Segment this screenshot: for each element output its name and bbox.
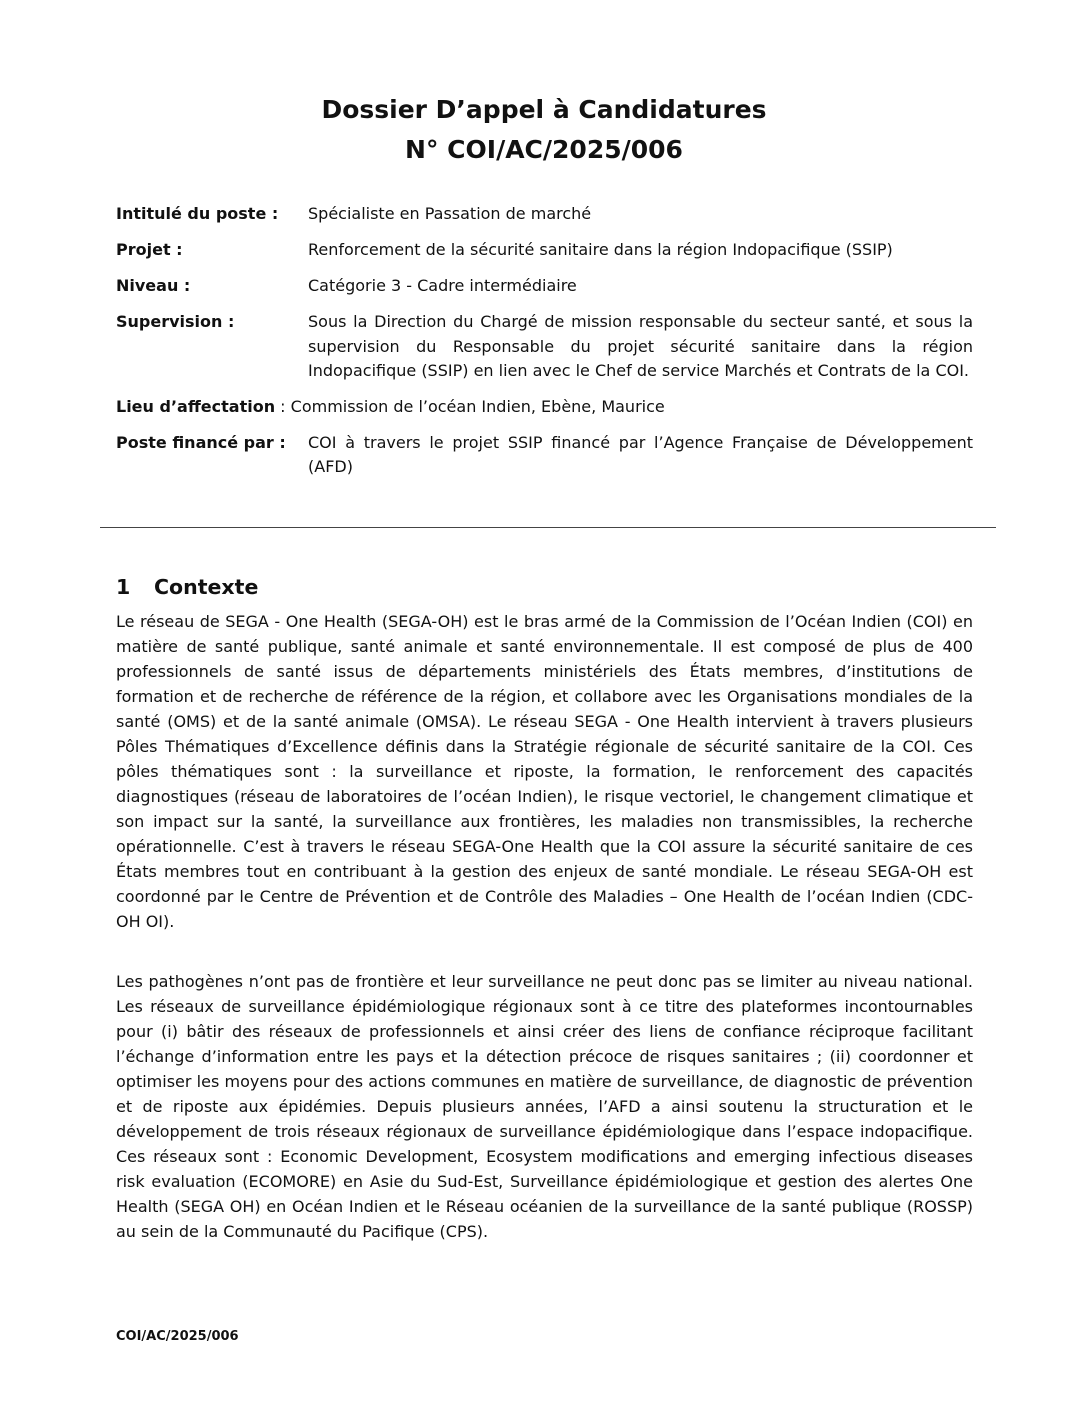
location-value: Commission de l’océan Indien, Ebène, Maurice bbox=[290, 396, 665, 416]
location-separator: : bbox=[275, 396, 291, 416]
location-label: Lieu d’affectation bbox=[116, 396, 276, 416]
level-label: Niveau : bbox=[116, 276, 191, 295]
supervision-row bbox=[116, 310, 973, 384]
context-paragraph-1: Le réseau de SEGA - One Health (SEGA-OH) est le bras armé de la Commission de l’Océan Indien (COI) en matière de santé publique, santé animale et santé environnementale. Il est composé de plus de 400 professionnels de santé issus de départements ministériels des États membres, d’institutions de formation et de recherche de référence de la région, et collabore avec les Organisations mondiales de la santé (OMS) et de la santé animale (OMSA). Le réseau SEGA - One Health intervient à travers plusieurs Pôles Thématiques d’Excellence définis dans la Stratégie régionale de sécurité sanitaire de la COI. Ces pôles thématiques sont : la surveillance et riposte, la formation, le renforcement des capacités diagnostiques (réseau de laboratoires de l’océan Indien), le risque vectoriel, le changement climatique et son impact sur la santé, la surveillance aux frontières, les maladies non transmissibles, la recherche opérationnelle. C’est à travers le réseau SEGA-One Health que la COI assure la sécurité sanitaire de ces États membres tout en contribuant à la gestion des enjeux de santé mondiale. Le réseau SEGA-OH est coordonné par le Centre de Prévention et de Contrôle des Maladies – One Health de l’océan Indien (CDC-OH OI). bbox=[116, 612, 973, 931]
job-title-row bbox=[116, 202, 973, 227]
section-title: Contexte bbox=[154, 575, 259, 599]
job-details bbox=[116, 202, 973, 491]
location-row bbox=[116, 395, 973, 420]
horizontal-divider bbox=[100, 527, 996, 528]
project-value: Renforcement de la sécurité sanitaire dans la région Indopacifique (SSIP) bbox=[308, 240, 893, 259]
footer-reference: COI/AC/2025/006 bbox=[116, 1329, 239, 1344]
document-reference-number: N° COI/AC/2025/006 bbox=[405, 135, 683, 164]
job-title-label: Intitulé du poste : bbox=[116, 204, 279, 223]
context-paragraph-2: Les pathogènes n’ont pas de frontière et leur surveillance ne peut donc pas se limiter au niveau national. Les réseaux de surveillance épidémiologique régionaux sont à ce titre des plateformes incontournables pour (i) bâtir des réseaux de professionnels et ainsi créer des liens de confiance réciproque facilitant l’échange d’information entre les pays et la détection précoce de risques sanitaires ; (ii) coordonner et optimiser les moyens pour des actions communes en matière de surveillance, de diagnostic de prévention et de riposte aux épidémies. Depuis plusieurs années, l’AFD a ainsi soutenu la structuration et le développement de trois réseaux régionaux de surveillance épidémiologique dans l’espace indopacifique. Ces réseaux sont : Economic Development, Ecosystem modifications and emerging infectious diseases risk evaluation (ECOMORE) en Asie du Sud-Est, Surveillance épidémiologique et gestion des alertes One Health (SEGA OH) en Océan Indien et le Réseau océanien de la surveillance de la santé publique (ROSSP) au sein de la Communauté du Pacifique (CPS). bbox=[116, 972, 973, 1241]
supervision-value: Sous la Direction du Chargé de mission responsable du secteur santé, et sous la supervision du Responsable du projet sécurité sanitaire dans la région Indopacifique (SSIP) en lien avec le Chef de service Marchés et Contrats de la COI. bbox=[308, 312, 973, 380]
document-title: Dossier D’appel à Candidatures bbox=[321, 95, 767, 124]
funding-label: Poste financé par : bbox=[116, 432, 286, 452]
level-value: Catégorie 3 - Cadre intermédiaire bbox=[308, 276, 577, 295]
supervision-label: Supervision : bbox=[116, 312, 235, 331]
funding-row bbox=[116, 431, 973, 480]
project-row bbox=[116, 238, 973, 263]
level-row bbox=[116, 274, 973, 299]
funding-value: COI à travers le projet SSIP financé par l’Agence Française de Développement (AFD) bbox=[308, 432, 973, 476]
section-heading bbox=[116, 573, 258, 601]
section-number: 1 bbox=[116, 575, 131, 599]
project-label: Projet : bbox=[116, 240, 183, 259]
job-title-value: Spécialiste en Passation de marché bbox=[308, 204, 592, 223]
